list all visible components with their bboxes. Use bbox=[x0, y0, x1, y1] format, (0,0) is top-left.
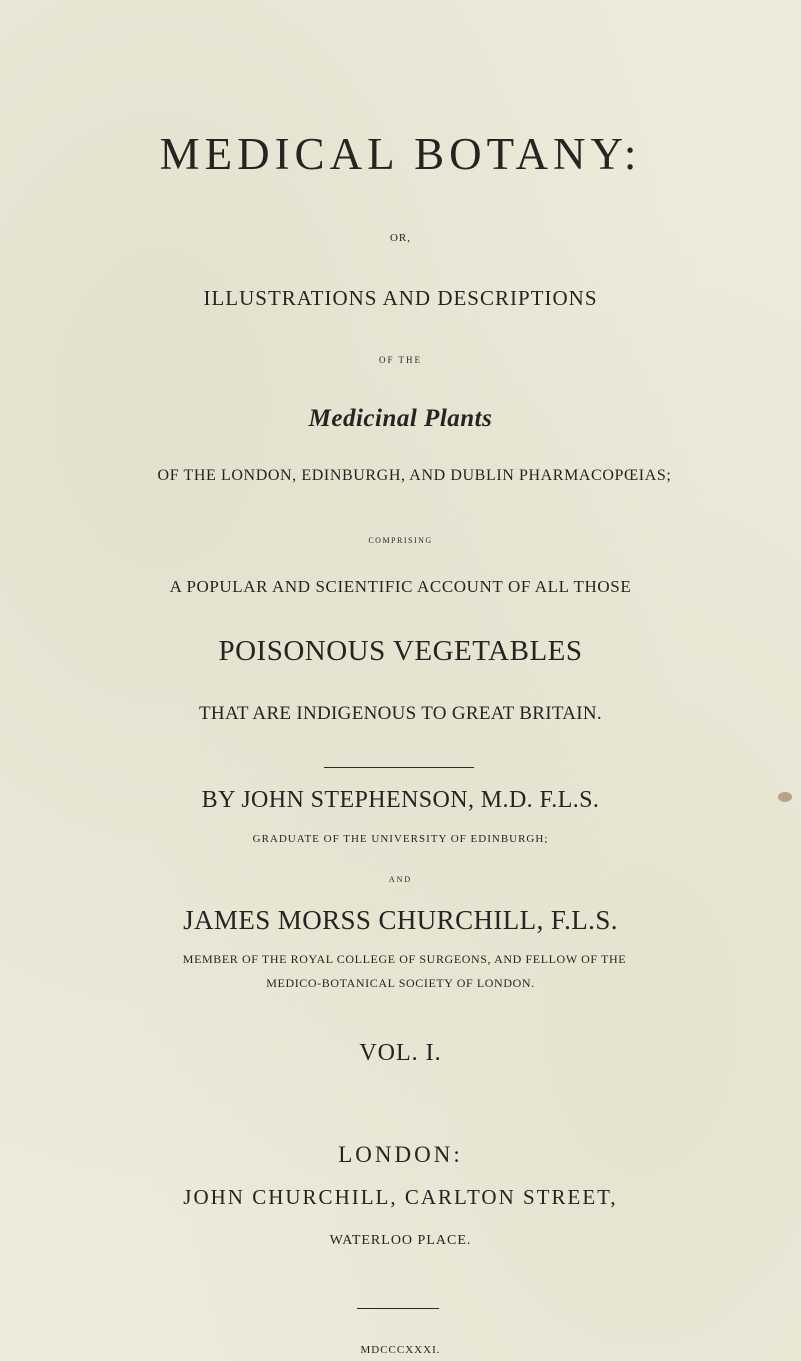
author-churchill-credentials-line2: MEDICO-BOTANICAL SOCIETY OF LONDON. bbox=[266, 976, 535, 990]
of-the-connector: OF THE bbox=[378, 355, 423, 365]
imprint-publisher: JOHN CHURCHILL, CARLTON STREET, bbox=[183, 1185, 618, 1209]
indigenous-line: THAT ARE INDIGENOUS TO GREAT BRITAIN. bbox=[199, 703, 602, 724]
publication-year: MDCCCXXXI. bbox=[360, 1344, 441, 1356]
medicinal-plants-heading: Medicinal Plants bbox=[308, 405, 493, 432]
author-stephenson: BY JOHN STEPHENSON, M.D. F.L.S. bbox=[201, 787, 600, 813]
imprint-city: LONDON: bbox=[338, 1142, 463, 1167]
and-connector: AND bbox=[388, 875, 413, 884]
foxing-spot bbox=[778, 792, 792, 802]
author-churchill: JAMES MORSS CHURCHILL, F.L.S. bbox=[183, 905, 618, 935]
author-churchill-credentials-line1: MEMBER OF THE ROYAL COLLEGE OF SURGEONS, AND FELLOW OF THE bbox=[182, 952, 627, 966]
popular-account-line: A POPULAR AND SCIENTIFIC ACCOUNT OF ALL THOSE bbox=[169, 577, 632, 596]
volume-number: VOL. I. bbox=[359, 1040, 442, 1066]
pharmacopoeias-line: OF THE LONDON, EDINBURGH, AND DUBLIN PHARMACOPŒIAS; bbox=[157, 467, 672, 484]
imprint-address: WATERLOO PLACE. bbox=[329, 1233, 472, 1248]
or-connector: OR, bbox=[389, 232, 412, 244]
poisonous-vegetables-heading: POISONOUS VEGETABLES bbox=[218, 635, 583, 667]
book-title: MEDICAL BOTANY: bbox=[159, 129, 642, 179]
comprising-connector: COMPRISING bbox=[368, 536, 433, 545]
imprint-divider-rule bbox=[357, 1308, 439, 1309]
author-stephenson-credentials: GRADUATE OF THE UNIVERSITY OF EDINBURGH; bbox=[252, 833, 549, 845]
subtitle: ILLUSTRATIONS AND DESCRIPTIONS bbox=[203, 286, 598, 310]
divider-rule bbox=[324, 767, 474, 768]
